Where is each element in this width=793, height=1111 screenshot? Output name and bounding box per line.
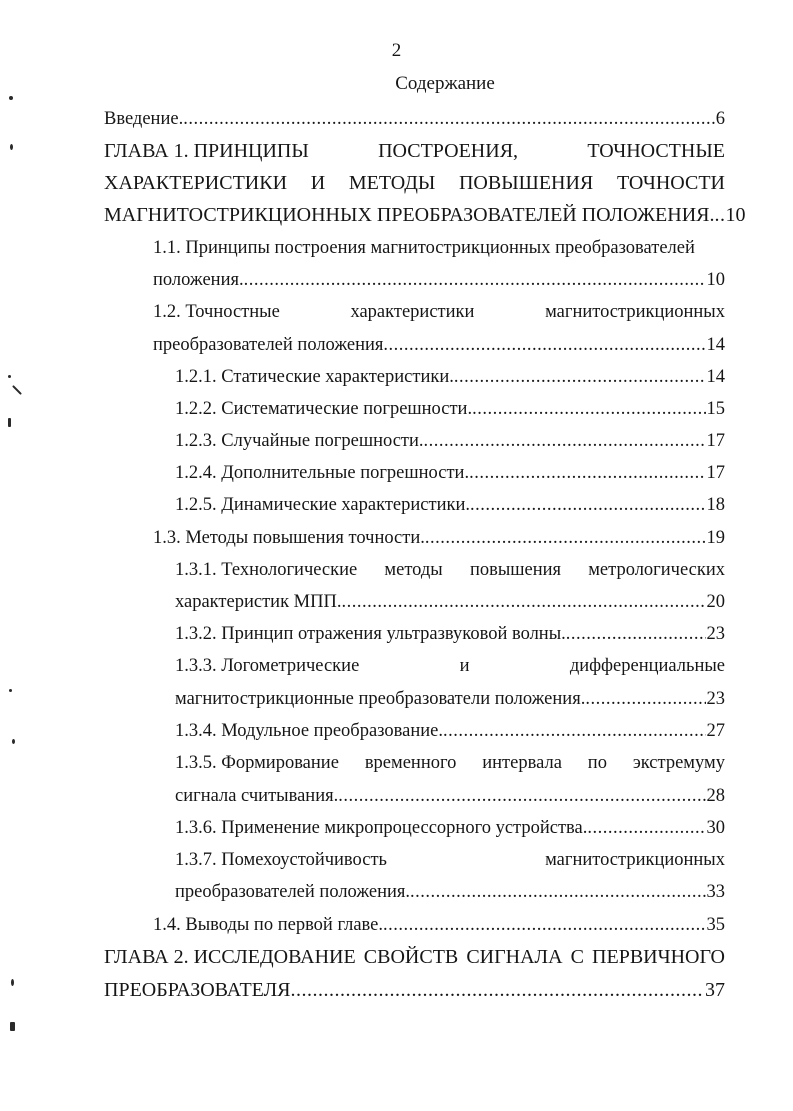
toc-leader-dots — [183, 104, 715, 134]
toc-leader-dots — [244, 265, 706, 295]
toc-entry-text: преобразователей положения — [153, 335, 384, 355]
toc-word: магнитострикционных — [545, 850, 725, 870]
toc-leader-dots — [443, 716, 706, 746]
toc-leader-dots — [454, 362, 706, 392]
toc-chapter-2-line-1 — [104, 942, 725, 972]
toc-word: ГЛАВА 1. ПРИНЦИПЫ — [104, 140, 309, 162]
toc-chapter-1-line-2 — [104, 168, 725, 198]
toc-entry-text: 1.3.4. Модульное преобразование. — [175, 721, 443, 741]
toc-section-1-3-1-line-1 — [175, 555, 725, 585]
toc-entry-text: преобразователей положения. — [175, 882, 411, 902]
scan-speck — [12, 739, 15, 744]
toc-page-number: 23 — [706, 689, 725, 709]
toc-section-1-2-line-2 — [153, 330, 725, 360]
toc-section-1-3-2 — [175, 619, 725, 649]
toc-section-1-2-4 — [175, 458, 725, 488]
toc-leader-dots — [585, 684, 705, 714]
toc-page-number: 15 — [706, 399, 725, 419]
scan-speck — [10, 1022, 15, 1031]
toc-entry-text: 1.3.2. Принцип отражения ультразвуковой волны. — [175, 624, 566, 644]
toc-page-number: 35 — [706, 915, 725, 935]
toc-page-number: 14 — [706, 367, 725, 387]
toc-word: ПЕРВИЧНОГО — [592, 946, 725, 968]
toc-word: 1.3.1. Технологические — [175, 560, 358, 580]
toc-word: И — [310, 172, 326, 194]
toc-word: интервала — [482, 753, 562, 773]
toc-entry-text: 1.2.2. Систематические погрешности. — [175, 399, 473, 419]
toc-section-1-3-7-line-1 — [175, 845, 725, 875]
toc-entry-text: 1.3.6. Применение микропроцессорного устройства. — [175, 818, 588, 838]
toc-page-number: 28 — [706, 786, 725, 806]
toc-page-number: 18 — [706, 495, 725, 515]
toc-word: СИГНАЛА — [466, 946, 563, 968]
toc-entry-intro — [104, 104, 725, 134]
toc-leader-dots — [291, 975, 704, 1005]
toc-page-number: 14 — [706, 335, 725, 355]
toc-entry-text: 1.3. Методы повышения точности. — [153, 528, 425, 548]
toc-word: метрологических — [588, 560, 725, 580]
toc-entry-text: 1.2.1. Статические характеристики. — [175, 367, 454, 387]
scan-speck — [8, 375, 11, 378]
toc-leader-dots — [410, 877, 705, 907]
toc-leader-dots — [587, 813, 705, 843]
toc-page-number: 20 — [706, 592, 725, 612]
toc-page-number: 10 — [725, 204, 746, 226]
toc-word: по — [587, 753, 607, 773]
toc-entry-text: характеристик МПП. — [175, 592, 342, 612]
page-title: Содержание — [395, 73, 495, 94]
toc-section-1-3-6 — [175, 813, 725, 843]
toc-entry-text: Введение. — [104, 109, 184, 129]
toc-entry-text: положения. — [153, 270, 244, 290]
toc-word: 1.3.5. Формирование — [175, 753, 339, 773]
toc-page-number: 33 — [706, 882, 725, 902]
toc-entry-text: магнитострикционные преобразователи положения. — [175, 689, 586, 709]
toc-word: ГЛАВА 2. ИССЛЕДОВАНИЕ — [104, 946, 356, 968]
toc-chapter-1-line-1 — [104, 136, 725, 166]
scan-speck — [9, 689, 12, 692]
toc-word: СВОЙСТВ — [363, 946, 459, 968]
toc-entry-text: 1.2.4. Дополнительные погрешности. — [175, 463, 470, 483]
toc-entry-text: ПРЕОБРАЗОВАТЕЛЯ — [104, 979, 291, 1001]
toc-section-1-3-1-line-2 — [175, 587, 725, 617]
toc-word: дифференциальные — [569, 656, 725, 676]
toc-leader-dots — [341, 587, 705, 617]
toc-leader-dots — [425, 523, 706, 553]
toc-page-number: 27 — [706, 721, 725, 741]
toc-word: временного — [364, 753, 457, 773]
toc-word: МЕТОДЫ — [348, 172, 436, 194]
toc-section-1-3-4 — [175, 716, 725, 746]
toc-word: методы — [384, 560, 443, 580]
toc-section-1-3-3-line-2 — [175, 684, 725, 714]
toc-section-1-3-5-line-2 — [175, 781, 725, 811]
toc-word: ХАРАКТЕРИСТИКИ — [104, 172, 288, 194]
toc-word: ПОСТРОЕНИЯ, — [378, 140, 519, 162]
toc-word: повышения — [469, 560, 562, 580]
toc-section-1-4 — [153, 910, 725, 940]
toc-leader-dots — [424, 426, 706, 456]
toc-section-1-3-7-line-2 — [175, 877, 725, 907]
toc-page-number: 10 — [706, 270, 725, 290]
toc-page-number: 17 — [706, 431, 725, 451]
toc-word: ТОЧНОСТНЫЕ — [587, 140, 725, 162]
toc-section-1-2-3 — [175, 426, 725, 456]
toc-leader-dots — [338, 781, 705, 811]
toc-word: ТОЧНОСТИ — [616, 172, 725, 194]
toc-leader-dots — [472, 394, 705, 424]
toc-page-number: 30 — [706, 818, 725, 838]
toc-word: ПОВЫШЕНИЯ — [458, 172, 594, 194]
toc-word: магнитострикционных — [545, 302, 725, 322]
toc-section-1-3-5-line-1 — [175, 748, 725, 778]
toc-section-1-2-5 — [175, 490, 725, 520]
toc-entry-text: 1.2.3. Случайные погрешности. — [175, 431, 424, 451]
toc-page-number: 23 — [706, 624, 725, 644]
toc-page-number: 37 — [705, 979, 725, 1001]
toc-leader-dots — [566, 619, 706, 649]
toc-word: характеристики — [350, 302, 475, 322]
toc-entry-text: сигнала считывания. — [175, 786, 339, 806]
toc-word: С — [570, 946, 584, 968]
toc-word: 1.3.3. Логометрические — [175, 656, 360, 676]
scan-speck — [11, 979, 14, 986]
toc-section-1-2-1 — [175, 362, 725, 392]
toc-chapter-2-line-2 — [104, 975, 725, 1005]
toc-leader-dots — [715, 200, 725, 230]
toc-leader-dots — [383, 910, 705, 940]
toc-entry-text: 1.4. Выводы по первой главе. — [153, 915, 384, 935]
toc-entry-text: 1.2.5. Динамические характеристики. — [175, 495, 470, 515]
toc-section-1-3 — [153, 523, 725, 553]
toc-word: и — [459, 656, 470, 676]
toc-page-number: 17 — [706, 463, 725, 483]
toc-section-1-1-line-1: 1.1. Принципы построения магнитострикционных преобразователей — [153, 238, 695, 258]
toc-section-1-1-line-2 — [153, 265, 725, 295]
toc-word: экстремуму — [632, 753, 725, 773]
toc-entry-text: МАГНИТОСТРИКЦИОННЫХ ПРЕОБРАЗОВАТЕЛЕЙ ПОЛОЖЕНИЯ. — [104, 204, 715, 226]
toc-leader-dots — [470, 490, 706, 520]
toc-section-1-2-line-1 — [153, 297, 725, 327]
scan-speck — [9, 96, 13, 100]
toc-chapter-1-line-3 — [104, 200, 746, 230]
scan-speck — [10, 144, 13, 150]
toc-word: 1.3.7. Помехоустойчивость — [175, 850, 387, 870]
scan-speck — [8, 418, 11, 427]
toc-leader-dots — [469, 458, 705, 488]
page-number: 2 — [391, 40, 402, 61]
toc-page-number: 19 — [706, 528, 725, 548]
toc-leader-dots — [383, 330, 705, 360]
toc-section-1-3-3-line-1 — [175, 651, 725, 681]
toc-section-1-2-2 — [175, 394, 725, 424]
toc-word: 1.2. Точностные — [153, 302, 280, 322]
toc-page-number: 6 — [715, 109, 725, 129]
